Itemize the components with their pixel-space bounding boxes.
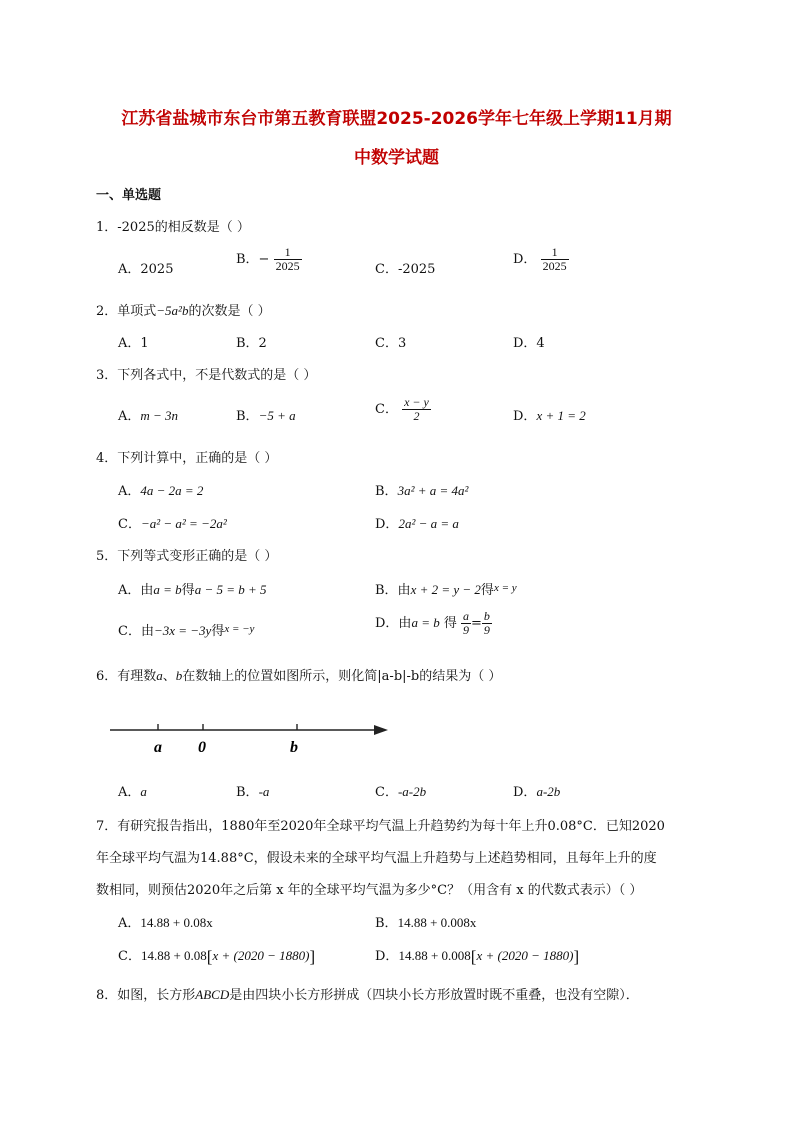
q5-option-b-mid: 得	[480, 583, 494, 598]
q6-option-c	[375, 781, 426, 800]
q2-option-d: D．4	[513, 336, 545, 351]
number-line-arrow	[374, 725, 388, 735]
q1-option-d-fraction	[541, 246, 569, 273]
q6-stem-post: 在数轴上的位置如图所示，则化简|a-b|-b的结果为（ ）	[182, 669, 502, 684]
q5-option-c	[118, 620, 254, 639]
q5-option-d-right-numerator: b	[483, 609, 490, 623]
q5-option-d	[375, 610, 492, 637]
q7-option-d	[375, 945, 579, 967]
q4-option-d-math: 2a² − a = a	[398, 516, 459, 531]
q1-option-d	[513, 246, 569, 273]
q3-option-d	[513, 405, 586, 424]
q7-option-b-math: 14.88 + 0.008x	[397, 915, 477, 930]
q3-option-a-label: A．	[118, 409, 141, 424]
question-6-stem	[96, 665, 501, 684]
q6-option-b	[236, 781, 269, 800]
question-2-stem	[96, 300, 271, 319]
q5-option-a	[118, 579, 267, 598]
q6-option-d-label: D．	[513, 785, 537, 800]
q5-option-c-mid: 得	[211, 624, 225, 639]
question-3-stem: 3．下列各式中，不是代数式的是（ ）	[96, 368, 317, 383]
q2-stem-pre: 2．单项式	[96, 304, 157, 319]
q5-option-d-right-denominator: 9	[483, 623, 490, 637]
q7-option-d-inner: x + (2020 − 1880)	[476, 948, 574, 963]
q5-option-a-mid: 得	[181, 583, 195, 598]
question-5-stem: 5．下列等式变形正确的是（ ）	[96, 549, 278, 564]
q6-stem-var-b: b	[175, 668, 183, 683]
q8-stem-math: ABCD	[195, 987, 230, 1002]
q5-option-c-result: x = −y	[224, 623, 255, 635]
label-b: b	[290, 739, 298, 756]
q1-option-c: C．-2025	[375, 262, 436, 277]
q1-option-b	[236, 246, 302, 273]
label-a: a	[154, 739, 162, 756]
q8-stem-post: 是由四块小长方形拼成（四块小长方形放置时既不重叠，也没有空隙）．	[229, 988, 639, 1003]
q2-option-c: C．3	[375, 336, 407, 351]
q7-option-c	[118, 945, 315, 967]
q3-option-a-math: m − 3n	[140, 408, 179, 423]
q5-option-d-fraction-left	[461, 610, 471, 637]
q6-stem-var-a: a	[156, 668, 163, 683]
q1-option-b-denominator: 2025	[275, 259, 300, 273]
q7-option-d-prefix: 14.88 + 0.008	[398, 948, 471, 963]
q3-option-d-math: x + 1 = 2	[536, 408, 586, 423]
q7-option-c-bracket-right: ]	[309, 947, 316, 966]
question-4-stem: 4．下列计算中，正确的是（ ）	[96, 451, 278, 466]
number-line-figure	[100, 712, 400, 762]
q7-option-a-math: 14.88 + 0.08x	[140, 915, 213, 930]
q3-option-c-fraction	[402, 396, 431, 423]
q6-option-d-math: a-2b	[536, 784, 561, 799]
q5-option-b-result: x = y	[493, 582, 517, 594]
q5-option-d-premise: a = b	[411, 615, 440, 630]
q1-option-b-numerator: 1	[284, 245, 291, 259]
q7-option-d-label: D．	[375, 949, 399, 964]
q6-option-b-math: -a	[258, 784, 270, 799]
q4-option-a-label: A．	[118, 484, 141, 499]
q3-option-c-numerator: x − y	[404, 395, 429, 409]
document-title: 江苏省盐城市东台市第五教育联盟2025-2026学年七年级上学期11月期	[121, 109, 672, 129]
q2-option-b: B．2	[236, 336, 267, 351]
q6-option-a-label: A．	[118, 785, 141, 800]
q6-option-a-math: a	[140, 784, 147, 799]
q7-option-a-label: A．	[118, 916, 141, 931]
q7-option-c-bracket-left: [	[206, 947, 213, 966]
q6-option-c-math: -a-2b	[397, 784, 427, 799]
q5-option-d-left-denominator: 9	[463, 623, 470, 637]
q7-option-b-label: B．	[375, 916, 398, 931]
q4-option-c-label: C．	[118, 517, 141, 532]
q5-option-c-label: C．由	[118, 624, 154, 639]
q2-option-a: A．1	[118, 336, 149, 351]
q4-option-c-math: −a² − a² = −2a²	[140, 516, 227, 531]
q5-option-a-result: a − 5 = b + 5	[194, 582, 267, 597]
q5-option-b	[375, 579, 517, 598]
q8-stem-pre: 8．如图，长方形	[96, 988, 196, 1003]
question-8-stem	[96, 984, 639, 1003]
q1-option-d-numerator: 1	[551, 245, 558, 259]
q3-option-b-label: B．	[236, 409, 259, 424]
q7-option-c-inner: x + (2020 − 1880)	[212, 948, 310, 963]
q7-option-c-prefix: 14.88 + 0.08	[140, 948, 207, 963]
q4-option-d	[375, 513, 459, 532]
q5-option-b-premise: x + 2 = y − 2	[410, 582, 481, 597]
q2-stem-math: −5a²b	[156, 303, 189, 318]
question-1-stem: 1．-2025的相反数是（ ）	[96, 220, 250, 235]
question-7-line-3: 数相同，则预估2020年之后第 x 年的全球平均气温为多少°C？（用含有 x 的代数式表示）（ ）	[96, 883, 643, 898]
label-zero: 0	[198, 739, 206, 756]
q4-option-a-math: 4a − 2a = 2	[140, 483, 204, 498]
q4-option-b	[375, 480, 468, 499]
q3-option-b-math: −5 + a	[258, 408, 296, 423]
q7-option-c-label: C．	[118, 949, 141, 964]
q1-option-b-fraction	[274, 246, 302, 273]
q5-option-a-label: A．由	[118, 583, 154, 598]
q7-option-d-bracket-right: ]	[573, 947, 580, 966]
q5-option-d-label: D．由	[375, 616, 412, 631]
q4-option-d-label: D．	[375, 517, 399, 532]
q6-stem-sep: 、	[162, 669, 176, 684]
question-7-line-2: 年全球平均气温为14.88°C，假设未来的全球平均气温上升趋势与上述趋势相同，且每年上升的度	[96, 851, 657, 866]
q4-option-b-label: B．	[375, 484, 398, 499]
q6-option-d	[513, 781, 560, 800]
q4-option-c	[118, 513, 227, 532]
q3-option-c-label: C．	[375, 402, 398, 417]
q5-option-a-premise: a = b	[153, 582, 182, 597]
q1-option-d-denominator: 2025	[542, 259, 567, 273]
q3-option-c-denominator: 2	[402, 409, 431, 423]
document-title-cont: 中数学试题	[354, 148, 439, 168]
q5-option-c-premise: −3x = −3y	[153, 623, 212, 638]
q3-option-d-label: D．	[513, 409, 537, 424]
q1-option-d-prefix: D．	[513, 252, 537, 267]
q6-stem-pre: 6．有理数	[96, 669, 157, 684]
q6-option-b-label: B．	[236, 785, 259, 800]
q6-option-a	[118, 781, 147, 800]
q3-option-a	[118, 405, 178, 424]
q5-option-d-mid: 得	[443, 616, 457, 631]
q1-option-b-prefix: B．−	[236, 252, 270, 267]
q3-option-c	[375, 396, 431, 423]
q4-option-b-math: 3a² + a = 4a²	[397, 483, 469, 498]
q1-option-a: A．2025	[118, 262, 174, 277]
q5-option-d-equals: =	[471, 616, 482, 631]
q6-option-c-label: C．	[375, 785, 398, 800]
q3-option-b	[236, 405, 296, 424]
q7-option-a	[118, 912, 213, 931]
q2-stem-post: 的次数是（ ）	[188, 304, 271, 319]
q4-option-a	[118, 480, 203, 499]
q7-option-b	[375, 912, 476, 931]
q7-option-d-bracket-left: [	[470, 947, 477, 966]
section-heading: 一、单选题	[96, 188, 162, 203]
q5-option-d-fraction-right	[482, 610, 492, 637]
question-7-line-1: 7．有研究报告指出，1880年至2020年全球平均气温上升趋势约为每十年上升0.08°C．已知2020	[96, 819, 665, 834]
q5-option-d-left-numerator: a	[463, 609, 470, 623]
q5-option-b-label: B．由	[375, 583, 411, 598]
